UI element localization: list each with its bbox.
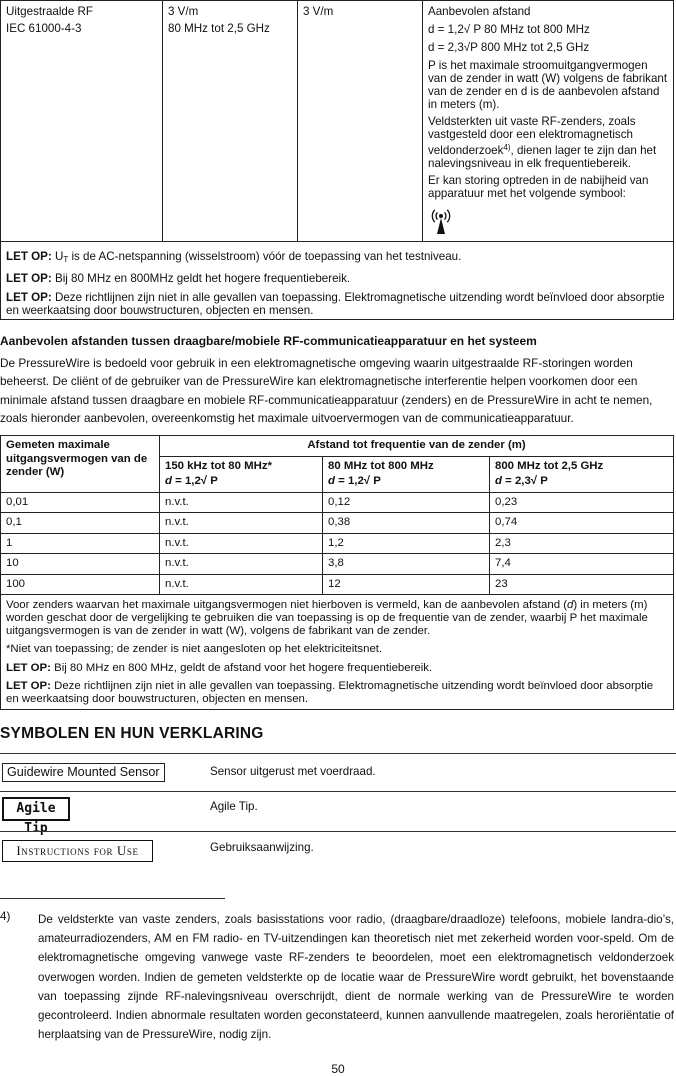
notes-cell <box>1 242 674 320</box>
divider <box>0 831 676 832</box>
compliance-cell: 3 V/m <box>298 1 423 242</box>
band-header: 150 kHz tot 80 MHz* d = 1,2√ P <box>160 456 323 492</box>
separation-distance-table <box>0 435 674 710</box>
band-header: 800 MHz tot 2,5 GHz d = 2,3√ P <box>490 456 674 492</box>
table-row: 10 n.v.t. 3,8 7,4 <box>1 554 674 575</box>
field-strength-text: Veldsterkten uit vaste RF-zenders, zoals vastgesteld door een elektromagnetisch veldonderzoek$^{4)}$, dienen lager te zijn dan het nalevingsniveau in elk frequentiebereik. <box>428 115 657 170</box>
guidance-cell: Aanbevolen afstand d = 1,2√ P 80 MHz tot 800 MHz d = 2,3√P 800 MHz tot 2,5 GHz P is het maximale stroomuitgangvermogen van de zender in watt (W) volgens de fabrikant van de zender en d is de aanbevolen afstand in meters (m). Veldsterkten uit vaste RF-zenders, zoals vastgesteld door een elektromagnetisch veldonderzoek$^{4)}$, dienen lager te zijn dan het nalevingsniveau in elk frequentiebereik. Er kan storing optreden in de nabijheid van apparatuur met het volgende symbool: <box>423 1 674 242</box>
note-2: LET OP: Bij 80 MHz en 800MHz geldt het hogere frequentiebereik. <box>6 272 351 285</box>
note-3: LET OP: Deze richtlijnen zijn niet in alle gevallen van toepassing. Elektromagnetische uitzending wordt beïnvloed door absorptie en weerkaatsing door bouwstructuren, objecten en mensen. <box>6 291 665 317</box>
symbol-description: Sensor uitgerust met voerdraad. <box>210 765 376 778</box>
table-row: 100 n.v.t. 12 23 <box>1 574 674 595</box>
page-number: 50 <box>331 1062 345 1076</box>
footnote-text: De veldsterkte van vaste zenders, zoals basisstations voor radio, (draagbare/draadloze) telefoons, mobiele landra-dio’s, amateurradiozenders, AM en FM radio- en TV-uitzendingen kan theoretisch niet met zekerheid worden voor-speld. Om de elektromagnetische omgeving vanwege vaste RF-zenders te beoordelen, moet een elektromagnetisch veldonderzoek overwogen worden. Indien de gemeten veldsterkte op de locatie waar de PressureWire wordt gebruikt, het bovenstaande van toepassing zijnde RF-nalevingsniveau overschrijdt, dient de normale werking van de PressureWire te worden gecontroleerd. Indien abnormale resultaten worden geconstateerd, kunnen aanvullende maatregelen, zoals heroriëntatie of herplaatsing van de PressureWire, nodig zijn. <box>38 913 674 1042</box>
symbols-heading: SYMBOLEN EN HUN VERKLARING <box>0 725 264 742</box>
table-row: 1 n.v.t. 1,2 2,3 <box>1 533 674 554</box>
symbol-description: Agile Tip. <box>210 800 258 813</box>
footer-paragraph: Voor zenders waarvan het maximale uitgangsvermogen niet hierboven is vermeld, kan de aanbevolen afstand (d) in meters (m) worden geschat door de vergelijking te gebruiken die van toepassing is op de frequentie van de zender, waarbij P het maximale uitgangsvermogen is van de zender in watt (W), volgens de fabrikant van de zender. <box>6 599 648 637</box>
divider <box>0 753 676 754</box>
radiated-rf-row <box>1 1 674 242</box>
table-footer-row <box>1 595 674 710</box>
footnote-number: 4) <box>0 910 11 923</box>
emc-immunity-table <box>0 0 674 320</box>
instructions-for-use-badge: Instructions for Use <box>2 840 153 862</box>
symbol-description: Gebruiksaanwijzing. <box>210 841 314 854</box>
header-row <box>1 436 674 457</box>
footnote-divider <box>0 898 225 899</box>
power-header: Gemeten maximale uitgangsvermogen van de zender (W) <box>1 436 160 493</box>
distance-group-header: Afstand tot frequentie van de zender (m) <box>160 436 674 457</box>
divider <box>0 791 676 792</box>
notes-row <box>1 242 674 320</box>
agile-tip-badge: Agile Tip <box>2 797 70 821</box>
note-1: LET OP: $U_T$ is de AC-netspanning (wisselstroom) vóór de toepassing van het testniveau. <box>6 250 462 264</box>
non-ionizing-radiation-icon <box>428 207 454 239</box>
section-heading: Aanbevolen afstanden tussen draagbare/mobiele RF-communicatieapparatuur en het systeem <box>0 334 537 348</box>
table-row: 0,01 n.v.t. 0,12 0,23 <box>1 492 674 513</box>
table-footer: Voor zenders waarvan het maximale uitgangsvermogen niet hierboven is vermeld, kan de aanbevolen afstand (d) in meters (m) worden geschat door de vergelijking te gebruiken die van toepassing is op de frequentie van de zender, waarbij P het maximale uitgangsvermogen is van de zender in watt (W), volgens de fabrikant van de zender. *Niet van toepassing; de zender is niet aangesloten op het elektriciteitsnet. LET OP: Bij 80 MHz en 800 MHz, geldt de afstand voor het hogere frequentiebereik. LET OP: Deze richtlijnen zijn niet in alle gevallen van toepassing. Elektromagnetische uitzending wordt beïnvloed door absorptie en weerkaatsing door bouwstructuren, objecten en mensen. <box>1 595 674 710</box>
test-cell: Uitgestraalde RF IEC 61000-4-3 <box>1 1 163 242</box>
guidewire-mounted-sensor-badge: Guidewire Mounted Sensor <box>2 763 165 782</box>
intro-paragraph: De PressureWire is bedoeld voor gebruik in een elektromagnetische omgeving waarin uitgestraalde RF-storingen worden beheerst. De cliënt of de gebruiker van de PressureWire kan elektromagnetische interferentie helpen voorkomen door een minimale afstand tussen draagbare en mobiele RF-communicatieapparatuur (zenders) en de PressureWire in acht te nemen, zoals hieronder aanbevolen, overeenkomstig het maximale uitvoervermogen van de communicatieapparatuur. <box>0 356 653 425</box>
band-header: 80 MHz tot 800 MHz d = 1,2√ P <box>323 456 490 492</box>
table-row: 0,1 n.v.t. 0,38 0,74 <box>1 513 674 534</box>
test-level-cell: 3 V/m 80 MHz tot 2,5 GHz <box>163 1 298 242</box>
